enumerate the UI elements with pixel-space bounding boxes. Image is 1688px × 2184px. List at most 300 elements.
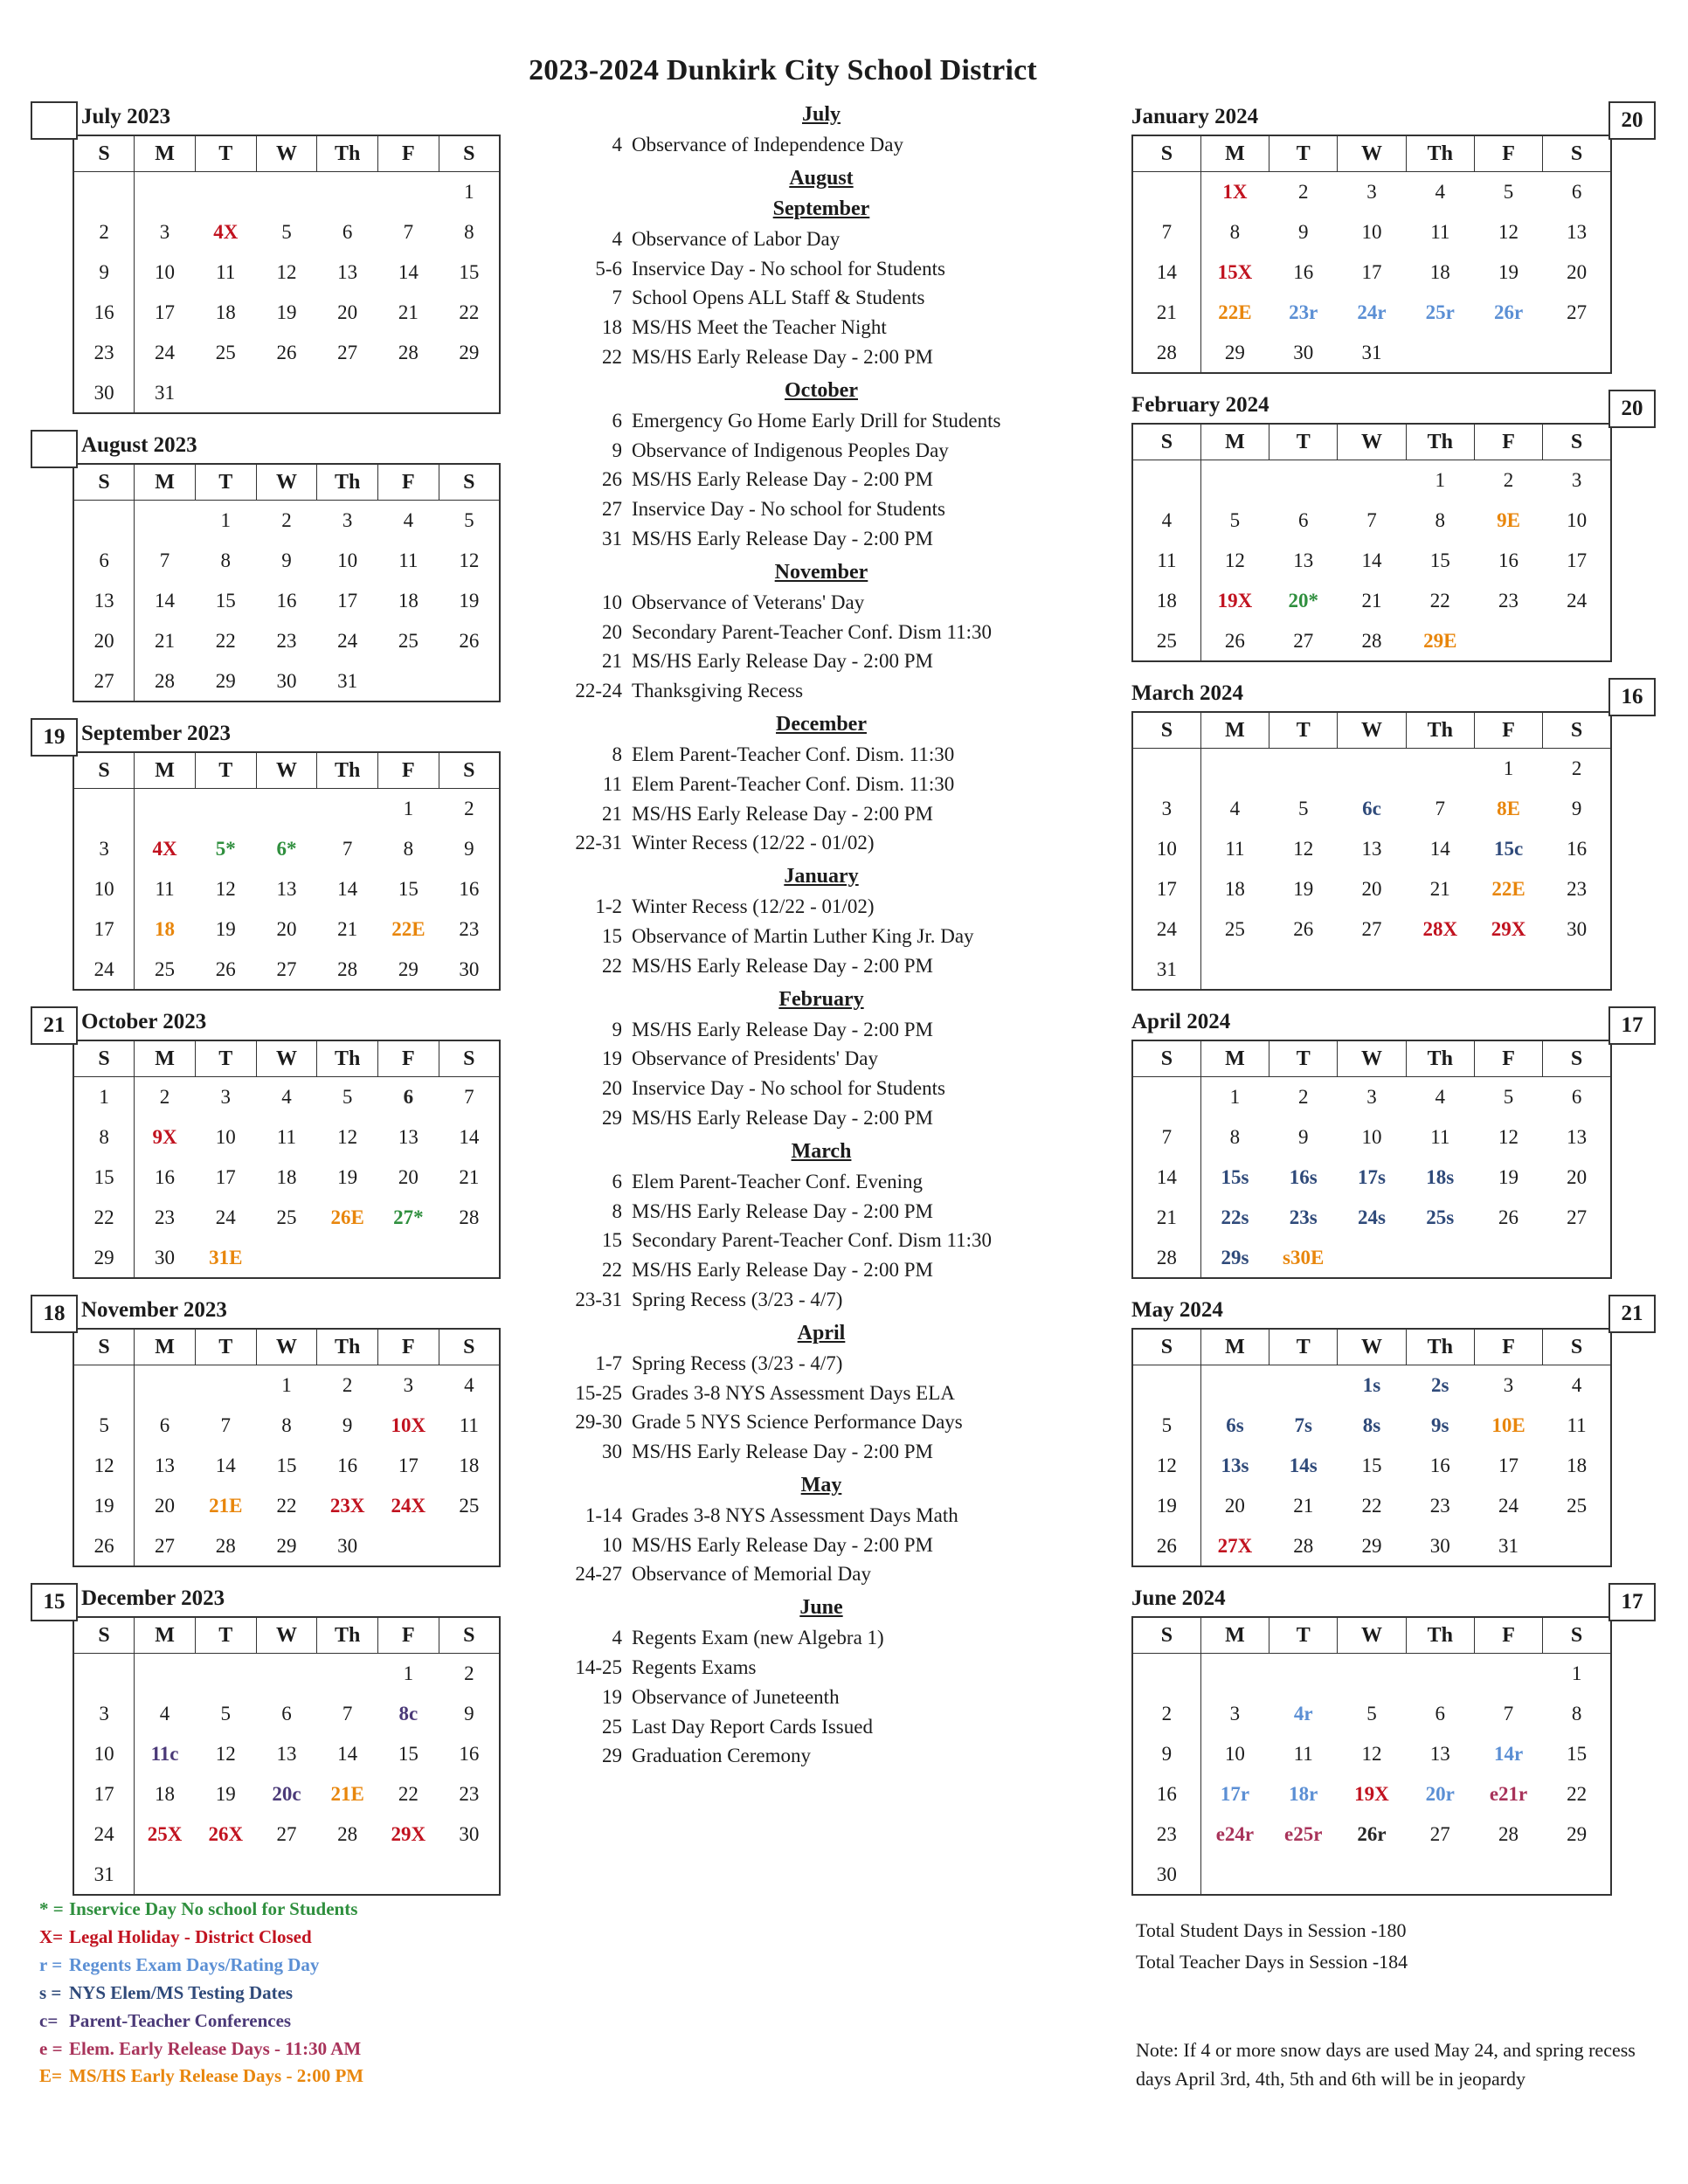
day-cell[interactable]: 25 <box>1224 917 1245 940</box>
day-cell[interactable]: 30 <box>439 1814 500 1855</box>
day-cell[interactable]: 19 <box>215 1782 236 1805</box>
day-cell[interactable]: 3 <box>73 829 135 869</box>
day-cell[interactable]: 3 <box>1132 789 1200 829</box>
day-cell[interactable]: 11 <box>276 1125 297 1148</box>
day-cell[interactable]: 31 <box>337 669 358 692</box>
day-cell[interactable]: 8 <box>1229 1125 1241 1148</box>
day-cell[interactable]: 8 <box>1543 1694 1611 1734</box>
day-cell[interactable]: 2 <box>1503 468 1514 491</box>
day-cell[interactable]: 2 <box>1132 1694 1200 1734</box>
day-cell[interactable]: 6 <box>1435 1702 1446 1724</box>
day-cell[interactable]: 4 <box>1543 1365 1611 1406</box>
day-cell[interactable]: 19X <box>1217 589 1253 612</box>
day-cell[interactable]: 14 <box>1132 1158 1200 1198</box>
day-cell[interactable]: 5 <box>281 220 292 243</box>
day-cell[interactable]: 26 <box>1293 917 1314 940</box>
day-cell[interactable]: 4 <box>1435 1085 1446 1108</box>
day-cell[interactable]: 21 <box>1429 877 1450 900</box>
day-cell[interactable]: 1 <box>73 1077 135 1117</box>
day-cell[interactable]: 22 <box>1543 1774 1611 1814</box>
day-cell[interactable]: 16 <box>439 869 500 909</box>
day-cell[interactable]: 13 <box>1361 837 1382 860</box>
day-cell[interactable]: 3 <box>1503 1373 1514 1396</box>
day-cell[interactable]: 28 <box>439 1198 500 1238</box>
day-cell[interactable]: 21E <box>330 1782 364 1805</box>
day-cell[interactable]: 23 <box>73 333 135 373</box>
day-cell[interactable]: 16 <box>1543 829 1611 869</box>
day-cell[interactable]: 29 <box>398 957 419 980</box>
day-cell[interactable]: 1 <box>281 1373 292 1396</box>
day-cell[interactable]: 15s <box>1221 1165 1249 1188</box>
day-cell[interactable]: 10 <box>73 1734 135 1774</box>
day-cell[interactable]: 16s <box>1289 1165 1318 1188</box>
day-cell[interactable]: 28 <box>1293 1534 1314 1557</box>
day-cell[interactable]: 14 <box>337 1742 358 1765</box>
day-cell[interactable]: 20r <box>1425 1782 1455 1805</box>
day-cell[interactable]: 13 <box>398 1125 419 1148</box>
day-cell[interactable]: 10 <box>1361 220 1382 243</box>
day-cell[interactable]: 21 <box>1361 589 1382 612</box>
day-cell[interactable]: 18 <box>155 917 176 940</box>
day-cell[interactable]: 3 <box>1366 180 1377 203</box>
day-cell[interactable]: 16 <box>73 293 135 333</box>
day-cell[interactable]: 4 <box>403 508 414 531</box>
day-cell[interactable]: 21 <box>1293 1494 1314 1517</box>
day-cell[interactable]: 28 <box>1132 1238 1200 1279</box>
day-cell[interactable]: 26 <box>439 621 500 661</box>
day-cell[interactable]: s30E <box>1283 1246 1325 1268</box>
day-cell[interactable]: 26X <box>208 1822 244 1845</box>
day-cell[interactable]: 15 <box>215 589 236 612</box>
day-cell[interactable]: 3 <box>159 220 170 243</box>
day-cell[interactable]: 12 <box>337 1125 358 1148</box>
day-cell[interactable]: 17 <box>155 301 176 323</box>
day-cell[interactable]: 14 <box>215 1454 236 1476</box>
day-cell[interactable]: 25 <box>215 341 236 363</box>
day-cell[interactable]: 27X <box>1217 1534 1253 1557</box>
day-cell[interactable]: 7 <box>159 549 170 571</box>
day-cell[interactable]: 7 <box>342 837 353 860</box>
day-cell[interactable]: 10 <box>1361 1125 1382 1148</box>
day-cell[interactable]: 6 <box>342 220 353 243</box>
day-cell[interactable]: 22 <box>398 1782 419 1805</box>
day-cell[interactable]: 19 <box>1293 877 1314 900</box>
day-cell[interactable]: 28 <box>155 669 176 692</box>
day-cell[interactable]: 19 <box>337 1165 358 1188</box>
day-cell[interactable]: 12 <box>1132 1446 1200 1486</box>
day-cell[interactable]: 7 <box>439 1077 500 1117</box>
day-cell[interactable]: 6 <box>1543 172 1611 212</box>
day-cell[interactable]: 14r <box>1493 1742 1524 1765</box>
day-cell[interactable]: e21r <box>1489 1782 1528 1805</box>
day-cell[interactable]: 29X <box>391 1822 426 1845</box>
day-cell[interactable]: 24 <box>337 629 358 652</box>
day-cell[interactable]: 6 <box>1543 1077 1611 1117</box>
day-cell[interactable]: 20 <box>155 1494 176 1517</box>
day-cell[interactable]: 3 <box>1366 1085 1377 1108</box>
day-cell[interactable]: 7 <box>1366 508 1377 531</box>
day-cell[interactable]: 6 <box>73 541 135 581</box>
day-cell[interactable]: 9X <box>152 1125 177 1148</box>
day-cell[interactable]: 18 <box>398 589 419 612</box>
day-cell[interactable]: 7 <box>342 1702 353 1724</box>
day-cell[interactable]: 15 <box>276 1454 297 1476</box>
day-cell[interactable]: 28X <box>1422 917 1458 940</box>
day-cell[interactable]: 5 <box>1132 1406 1200 1446</box>
day-cell[interactable]: 2 <box>1543 749 1611 789</box>
day-cell[interactable]: 5 <box>1297 797 1309 819</box>
day-cell[interactable]: 22 <box>215 629 236 652</box>
day-cell[interactable]: 11 <box>1132 541 1200 581</box>
day-cell[interactable]: 28 <box>1498 1822 1519 1845</box>
day-cell[interactable]: 9 <box>1132 1734 1200 1774</box>
day-cell[interactable]: 26E <box>330 1206 364 1228</box>
day-cell[interactable]: 9 <box>1543 789 1611 829</box>
day-cell[interactable]: 2 <box>281 508 292 531</box>
day-cell[interactable]: 23 <box>155 1206 176 1228</box>
day-cell[interactable]: 14 <box>398 260 419 283</box>
day-cell[interactable]: 24 <box>215 1206 236 1228</box>
day-cell[interactable]: 17 <box>73 909 135 950</box>
day-cell[interactable]: 22 <box>439 293 500 333</box>
day-cell[interactable]: 29 <box>276 1534 297 1557</box>
day-cell[interactable]: 20 <box>1224 1494 1245 1517</box>
day-cell[interactable]: 27* <box>393 1206 424 1228</box>
day-cell[interactable]: 19 <box>215 917 236 940</box>
day-cell[interactable]: 27 <box>1429 1822 1450 1845</box>
day-cell[interactable]: 8 <box>439 212 500 252</box>
day-cell[interactable]: 18 <box>1429 260 1450 283</box>
day-cell[interactable]: 16 <box>1132 1774 1200 1814</box>
day-cell[interactable]: 17 <box>337 589 358 612</box>
day-cell[interactable]: 1 <box>1229 1085 1241 1108</box>
day-cell[interactable]: 10 <box>1224 1742 1245 1765</box>
day-cell[interactable]: 21E <box>209 1494 243 1517</box>
day-cell[interactable]: 20 <box>276 917 297 940</box>
day-cell[interactable]: 12 <box>215 877 236 900</box>
day-cell[interactable]: 19 <box>1498 1165 1519 1188</box>
day-cell[interactable]: 11 <box>1225 837 1245 860</box>
day-cell[interactable]: 17 <box>215 1165 236 1188</box>
day-cell[interactable]: 5 <box>1366 1702 1377 1724</box>
day-cell[interactable]: 22E <box>1491 877 1525 900</box>
day-cell[interactable]: 26r <box>1357 1822 1387 1845</box>
day-cell[interactable]: 11 <box>1430 220 1450 243</box>
day-cell[interactable]: 16 <box>1498 549 1519 571</box>
day-cell[interactable]: 4X <box>152 837 177 860</box>
day-cell[interactable]: 5 <box>1503 1085 1514 1108</box>
day-cell[interactable]: 17 <box>398 1454 419 1476</box>
day-cell[interactable]: 16 <box>1429 1454 1450 1476</box>
day-cell[interactable]: 27 <box>155 1534 176 1557</box>
day-cell[interactable]: 5 <box>1503 180 1514 203</box>
day-cell[interactable]: 12 <box>1498 1125 1519 1148</box>
day-cell[interactable]: 8s <box>1362 1413 1381 1436</box>
day-cell[interactable]: 22s <box>1221 1206 1249 1228</box>
day-cell[interactable]: 29E <box>1423 629 1457 652</box>
day-cell[interactable]: 13 <box>276 877 297 900</box>
day-cell[interactable]: 15 <box>73 1158 135 1198</box>
day-cell[interactable]: 11 <box>155 877 175 900</box>
day-cell[interactable]: 25X <box>147 1822 183 1845</box>
day-cell[interactable]: 16 <box>337 1454 358 1476</box>
day-cell[interactable]: 24s <box>1358 1206 1386 1228</box>
day-cell[interactable]: 25r <box>1425 301 1455 323</box>
day-cell[interactable]: 9 <box>342 1413 353 1436</box>
day-cell[interactable]: 17 <box>73 1774 135 1814</box>
day-cell[interactable]: 22 <box>73 1198 135 1238</box>
day-cell[interactable]: 18 <box>1224 877 1245 900</box>
day-cell[interactable]: 19 <box>276 301 297 323</box>
day-cell[interactable]: 19 <box>73 1486 135 1526</box>
day-cell[interactable]: 4 <box>439 1365 500 1406</box>
day-cell[interactable]: 15 <box>1429 549 1450 571</box>
day-cell[interactable]: 6* <box>276 837 297 860</box>
day-cell[interactable]: 27 <box>276 1822 297 1845</box>
day-cell[interactable]: 2 <box>1297 1085 1309 1108</box>
day-cell[interactable]: 13 <box>1293 549 1314 571</box>
day-cell[interactable]: 23 <box>439 1774 500 1814</box>
day-cell[interactable]: 2s <box>1431 1373 1449 1396</box>
day-cell[interactable]: 23 <box>276 629 297 652</box>
day-cell[interactable]: 12 <box>215 1742 236 1765</box>
day-cell[interactable]: 19X <box>1354 1782 1389 1805</box>
day-cell[interactable]: 21 <box>1132 1198 1200 1238</box>
day-cell[interactable]: 8 <box>73 1117 135 1158</box>
day-cell[interactable]: 23 <box>1543 869 1611 909</box>
day-cell[interactable]: 25 <box>1132 621 1200 662</box>
day-cell[interactable]: 6s <box>1226 1413 1244 1436</box>
day-cell[interactable]: 31 <box>73 1855 135 1896</box>
day-cell[interactable]: 4 <box>281 1085 292 1108</box>
day-cell[interactable]: 28 <box>337 1822 358 1845</box>
day-cell[interactable]: 13 <box>1543 1117 1611 1158</box>
day-cell[interactable]: 2 <box>439 789 500 829</box>
day-cell[interactable]: 13s <box>1221 1454 1249 1476</box>
day-cell[interactable]: 21 <box>1132 293 1200 333</box>
day-cell[interactable]: 17 <box>1132 869 1200 909</box>
day-cell[interactable]: 8 <box>1229 220 1241 243</box>
day-cell[interactable]: 16 <box>439 1734 500 1774</box>
day-cell[interactable]: 20* <box>1288 589 1318 612</box>
day-cell[interactable]: 9 <box>1297 220 1309 243</box>
day-cell[interactable]: 24 <box>1543 581 1611 621</box>
day-cell[interactable]: 29 <box>73 1238 135 1279</box>
day-cell[interactable]: 7s <box>1294 1413 1312 1436</box>
day-cell[interactable]: 13 <box>337 260 358 283</box>
day-cell[interactable]: 1 <box>220 508 231 531</box>
day-cell[interactable]: 17 <box>1498 1454 1519 1476</box>
day-cell[interactable]: 1 <box>439 172 500 212</box>
day-cell[interactable]: 26 <box>276 341 297 363</box>
day-cell[interactable]: 22 <box>1429 589 1450 612</box>
day-cell[interactable]: 20 <box>73 621 135 661</box>
day-cell[interactable]: 13 <box>155 1454 176 1476</box>
day-cell[interactable]: 18 <box>215 301 236 323</box>
day-cell[interactable]: 21 <box>439 1158 500 1198</box>
day-cell[interactable]: 23 <box>1429 1494 1450 1517</box>
day-cell[interactable]: 26 <box>73 1526 135 1567</box>
day-cell[interactable]: 13 <box>1429 1742 1450 1765</box>
day-cell[interactable]: 1 <box>1543 1654 1611 1694</box>
day-cell[interactable]: 15 <box>439 252 500 293</box>
day-cell[interactable]: 9 <box>73 252 135 293</box>
day-cell[interactable]: 7 <box>1503 1702 1514 1724</box>
day-cell[interactable]: 25s <box>1426 1206 1455 1228</box>
day-cell[interactable]: 26 <box>1498 1206 1519 1228</box>
day-cell[interactable]: 8 <box>403 837 414 860</box>
day-cell[interactable]: 16 <box>1293 260 1314 283</box>
day-cell[interactable]: 28 <box>215 1534 236 1557</box>
day-cell[interactable]: 7 <box>220 1413 231 1436</box>
day-cell[interactable]: 25 <box>1543 1486 1611 1526</box>
day-cell[interactable]: 4 <box>159 1702 170 1724</box>
day-cell[interactable]: 30 <box>1429 1534 1450 1557</box>
day-cell[interactable]: 3 <box>220 1085 231 1108</box>
day-cell[interactable]: 7 <box>403 220 414 243</box>
day-cell[interactable]: 15c <box>1493 837 1524 860</box>
day-cell[interactable]: 30 <box>73 373 135 414</box>
day-cell[interactable]: 20 <box>337 301 358 323</box>
day-cell[interactable]: 8 <box>281 1413 292 1436</box>
day-cell[interactable]: 27 <box>276 957 297 980</box>
day-cell[interactable]: 11 <box>398 549 419 571</box>
day-cell[interactable]: 5 <box>220 1702 231 1724</box>
day-cell[interactable]: 29s <box>1221 1246 1249 1268</box>
day-cell[interactable]: 18r <box>1289 1782 1318 1805</box>
day-cell[interactable]: 22E <box>391 917 425 940</box>
day-cell[interactable]: 21 <box>155 629 176 652</box>
day-cell[interactable]: 30 <box>1132 1855 1200 1896</box>
day-cell[interactable]: 8 <box>220 549 231 571</box>
day-cell[interactable]: 8E <box>1497 797 1520 819</box>
day-cell[interactable]: 13 <box>73 581 135 621</box>
day-cell[interactable]: 14 <box>337 877 358 900</box>
day-cell[interactable]: 13 <box>1543 212 1611 252</box>
day-cell[interactable]: 11c <box>150 1742 179 1765</box>
day-cell[interactable]: 4r <box>1293 1702 1313 1724</box>
day-cell[interactable]: 30 <box>439 950 500 991</box>
day-cell[interactable]: 15X <box>1217 260 1253 283</box>
day-cell[interactable]: 22E <box>1218 301 1252 323</box>
day-cell[interactable]: 1 <box>1503 757 1514 779</box>
day-cell[interactable]: 18 <box>439 1446 500 1486</box>
day-cell[interactable]: 15 <box>398 1742 419 1765</box>
day-cell[interactable]: 2 <box>342 1373 353 1396</box>
day-cell[interactable]: 20 <box>1543 1158 1611 1198</box>
day-cell[interactable]: 27 <box>1543 1198 1611 1238</box>
day-cell[interactable]: e24r <box>1215 1822 1255 1845</box>
day-cell[interactable]: 7 <box>1132 212 1200 252</box>
day-cell[interactable]: 26 <box>215 957 236 980</box>
day-cell[interactable]: 5 <box>73 1406 135 1446</box>
day-cell[interactable]: 15 <box>398 877 419 900</box>
day-cell[interactable]: 17s <box>1358 1165 1386 1188</box>
day-cell[interactable]: 14 <box>439 1117 500 1158</box>
day-cell[interactable]: 30 <box>276 669 297 692</box>
day-cell[interactable]: 2 <box>439 1654 500 1694</box>
day-cell[interactable]: 10 <box>73 869 135 909</box>
day-cell[interactable]: 1 <box>403 1662 414 1684</box>
day-cell[interactable]: 1 <box>403 797 414 819</box>
day-cell[interactable]: 29 <box>1224 341 1245 363</box>
day-cell[interactable]: 9 <box>439 1694 500 1734</box>
day-cell[interactable]: 6 <box>159 1413 170 1436</box>
day-cell[interactable]: 3 <box>1229 1702 1241 1724</box>
day-cell[interactable]: 18 <box>155 1782 176 1805</box>
day-cell[interactable]: 9E <box>1497 508 1520 531</box>
day-cell[interactable]: 31 <box>1132 950 1200 991</box>
day-cell[interactable]: 18s <box>1426 1165 1455 1188</box>
day-cell[interactable]: 19 <box>1132 1486 1200 1526</box>
day-cell[interactable]: 6 <box>281 1702 292 1724</box>
day-cell[interactable]: 12 <box>1498 220 1519 243</box>
day-cell[interactable]: 4 <box>1229 797 1241 819</box>
day-cell[interactable]: 11 <box>1293 1742 1313 1765</box>
day-cell[interactable]: 3 <box>1543 460 1611 501</box>
day-cell[interactable]: 16 <box>155 1165 176 1188</box>
day-cell[interactable]: 13 <box>276 1742 297 1765</box>
day-cell[interactable]: 25 <box>439 1486 500 1526</box>
day-cell[interactable]: 12 <box>276 260 297 283</box>
day-cell[interactable]: 2 <box>159 1085 170 1108</box>
day-cell[interactable]: 29 <box>439 333 500 373</box>
day-cell[interactable]: 27 <box>337 341 358 363</box>
day-cell[interactable]: 25 <box>155 957 176 980</box>
day-cell[interactable]: 1X <box>1222 180 1248 203</box>
day-cell[interactable]: 1 <box>1435 468 1446 491</box>
day-cell[interactable]: 7 <box>1132 1117 1200 1158</box>
day-cell[interactable]: 29 <box>215 669 236 692</box>
day-cell[interactable]: 24r <box>1357 301 1387 323</box>
day-cell[interactable]: 18 <box>1543 1446 1611 1486</box>
day-cell[interactable]: 18 <box>1132 581 1200 621</box>
day-cell[interactable]: 2 <box>73 212 135 252</box>
day-cell[interactable]: 5 <box>342 1085 353 1108</box>
day-cell[interactable]: 9 <box>1297 1125 1309 1148</box>
day-cell[interactable]: 6 <box>403 1085 414 1108</box>
day-cell[interactable]: 12 <box>1293 837 1314 860</box>
day-cell[interactable]: 30 <box>337 1534 358 1557</box>
day-cell[interactable]: 23 <box>1498 589 1519 612</box>
day-cell[interactable]: 11 <box>1543 1406 1611 1446</box>
day-cell[interactable]: 25 <box>276 1206 297 1228</box>
day-cell[interactable]: 8 <box>1435 508 1446 531</box>
day-cell[interactable]: 12 <box>73 1446 135 1486</box>
day-cell[interactable]: 24 <box>155 341 176 363</box>
day-cell[interactable]: 23r <box>1289 301 1318 323</box>
day-cell[interactable]: 23X <box>329 1494 365 1517</box>
day-cell[interactable]: 14 <box>155 589 176 612</box>
day-cell[interactable]: 3 <box>403 1373 414 1396</box>
day-cell[interactable]: 23s <box>1289 1206 1318 1228</box>
day-cell[interactable]: 27 <box>73 661 135 702</box>
day-cell[interactable]: 10 <box>215 1125 236 1148</box>
day-cell[interactable]: 12 <box>439 541 500 581</box>
day-cell[interactable]: 29 <box>1361 1534 1382 1557</box>
day-cell[interactable]: 26r <box>1493 301 1524 323</box>
day-cell[interactable]: 10E <box>1491 1413 1525 1436</box>
day-cell[interactable]: 11 <box>1430 1125 1450 1148</box>
day-cell[interactable]: 9s <box>1431 1413 1449 1436</box>
day-cell[interactable]: 4 <box>1435 180 1446 203</box>
day-cell[interactable]: 6 <box>1297 508 1309 531</box>
day-cell[interactable]: 9 <box>281 549 292 571</box>
day-cell[interactable]: 2 <box>1297 180 1309 203</box>
day-cell[interactable]: 17 <box>1543 541 1611 581</box>
day-cell[interactable]: e25r <box>1283 1822 1323 1845</box>
day-cell[interactable]: 5* <box>215 837 236 860</box>
